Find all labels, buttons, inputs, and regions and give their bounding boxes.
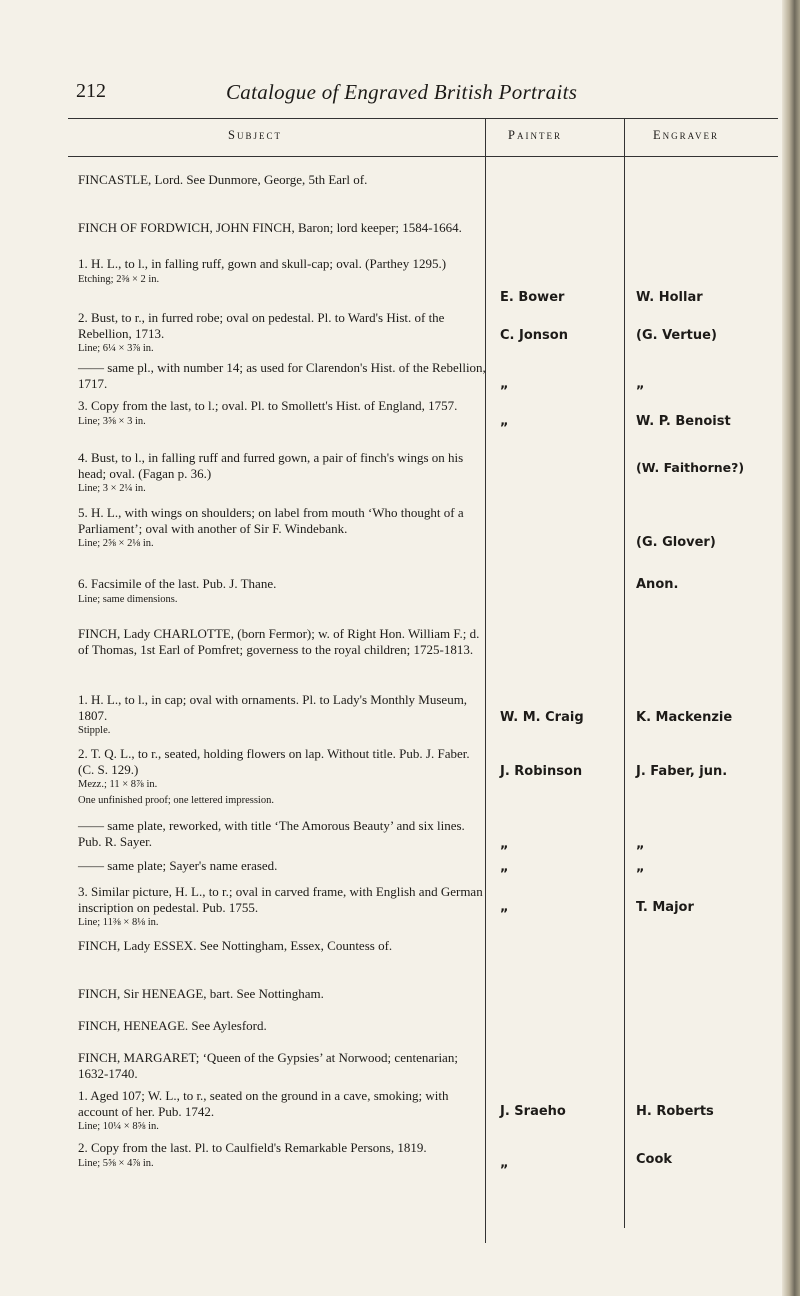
entry-note: Line; 11⅜ × 8⅛ in. bbox=[78, 917, 159, 928]
painter-ff1: E. Bower bbox=[500, 290, 565, 305]
entry-ff2 bbox=[78, 310, 488, 357]
painter-fm1: J. Sraeho bbox=[500, 1104, 566, 1119]
painter-ff2: C. Jonson bbox=[500, 328, 568, 343]
engraver-fc1: K. Mackenzie bbox=[636, 710, 733, 725]
entry-ff5 bbox=[78, 505, 488, 552]
entry-text: 2. Bust, to r., in furred robe; oval on pedestal. Pl. to Ward's Hist. of the Rebellion, 1713. bbox=[78, 310, 445, 341]
entry-fm1 bbox=[78, 1088, 488, 1135]
entry-text: FINCH, Lady ESSEX. See Nottingham, Essex, Countess of. bbox=[78, 938, 393, 953]
page-number: 212 bbox=[76, 80, 106, 102]
entry-note: Line; 3⅝ × 3 in. bbox=[78, 415, 146, 427]
entry-text: 1. H. L., to l., in falling ruff, gown and skull-cap; oval. (Parthey 1295.) bbox=[78, 256, 447, 271]
engraver-ff3: W. P. Benoist bbox=[636, 414, 731, 429]
running-title: Catalogue of Engraved British Portraits bbox=[226, 80, 578, 104]
painter-fm2: „ bbox=[500, 1156, 509, 1171]
entry-note: Line; 2⅝ × 2⅛ in. bbox=[78, 538, 154, 549]
entry-note: Line; 10¼ × 8⅝ in. bbox=[78, 1121, 159, 1132]
engraver-ff6: Anon. bbox=[636, 577, 679, 592]
entry-text: 5. H. L., with wings on shoulders; on label from mouth ‘Who thought of a Parliament’; oval with another of Sir F. Windebank. bbox=[78, 505, 464, 536]
engraver-ff2: (G. Vertue) bbox=[636, 328, 717, 343]
entry-text: FINCH, Lady CHARLOTTE, (born Fermor); w. of Right Hon. William F.; d. of Thomas, 1st Earl of Pomfret; governess to the royal children; 1725-1813. bbox=[78, 626, 480, 657]
entry-ff6 bbox=[78, 576, 488, 607]
entry-finch-heneage-sir bbox=[78, 986, 488, 1002]
engraver-ff5: (G. Glover) bbox=[636, 535, 716, 550]
painter-ff3: „ bbox=[500, 414, 509, 429]
entry-text: FINCASTLE, Lord. See Dunmore, George, 5th Earl of. bbox=[78, 172, 368, 187]
page-header bbox=[0, 80, 800, 116]
table-head-rule bbox=[68, 156, 778, 157]
painter-fc1: W. M. Craig bbox=[500, 710, 584, 725]
entry-note-2: One unfinished proof; one lettered impression. bbox=[78, 794, 274, 806]
entry-note: Line; same dimensions. bbox=[78, 593, 178, 605]
painter-fc2b: „ bbox=[500, 837, 509, 852]
entry-finch-essex bbox=[78, 938, 488, 954]
entry-note: Etching; 2⅜ × 2 in. bbox=[78, 273, 160, 285]
painter-fc2c: „ bbox=[500, 860, 509, 875]
engraver-fc2: J. Faber, jun. bbox=[636, 764, 728, 779]
entry-text: 1. H. L., to l., in cap; oval with ornaments. Pl. to Lady's Monthly Museum, 1807. bbox=[78, 692, 468, 723]
engraver-fc3: T. Major bbox=[636, 900, 694, 915]
entry-text: 2. T. Q. L., to r., seated, holding flowers on lap. Without title. Pub. J. Faber. (C. S. 129.) bbox=[78, 746, 470, 777]
painter-fc2: J. Robinson bbox=[500, 764, 583, 779]
painter-fc3: „ bbox=[500, 900, 509, 915]
engraver-fc2b: „ bbox=[636, 837, 645, 852]
entry-text: 1. Aged 107; W. L., to r., seated on the ground in a cave, smoking; with account of her. Pub. 1742. bbox=[78, 1088, 449, 1119]
entry-text: 3. Copy from the last, to l.; oval. Pl. to Smollett's Hist. of England, 1757. bbox=[78, 398, 458, 413]
entry-finch-heneage bbox=[78, 1018, 488, 1034]
column-header-subject: Subject bbox=[228, 128, 282, 142]
entry-text: 4. Bust, to l., in falling ruff and furred gown, a pair of finch's wings on his head; oval. (Fagan p. 36.) bbox=[78, 450, 464, 481]
entry-note: Line; 6¼ × 3⅞ in. bbox=[78, 343, 154, 354]
entry-finch-margaret bbox=[78, 1050, 488, 1081]
entry-fc2b bbox=[78, 818, 488, 849]
entry-text: 3. Similar picture, H. L., to r.; oval in carved frame, with English and German inscription on pedestal. Pub. 1755. bbox=[78, 884, 483, 915]
entry-ff2b bbox=[78, 360, 488, 391]
entry-text: —— same plate, reworked, with title ‘The Amorous Beauty’ and six lines. Pub. R. Sayer. bbox=[78, 818, 465, 849]
entry-fc1 bbox=[78, 692, 488, 739]
entry-fc2c bbox=[78, 858, 488, 874]
entry-text: FINCH OF FORDWICH, JOHN FINCH, Baron; lord keeper; 1584-1664. bbox=[78, 220, 462, 235]
entry-text: FINCH, Sir HENEAGE, bart. See Nottingham. bbox=[78, 986, 324, 1001]
engraver-fm2: Cook bbox=[636, 1152, 673, 1167]
entry-note: Line; 5⅝ × 4⅞ in. bbox=[78, 1157, 154, 1169]
engraver-fm1: H. Roberts bbox=[636, 1104, 714, 1119]
entry-ff1 bbox=[78, 256, 488, 287]
entry-finch-fordwich bbox=[78, 220, 488, 236]
engraver-ff1: W. Hollar bbox=[636, 290, 703, 305]
entry-text: —— same pl., with number 14; as used for Clarendon's Hist. of the Rebellion, 1717. bbox=[78, 360, 486, 391]
entry-ff3 bbox=[78, 398, 488, 429]
page-edge-shadow bbox=[782, 0, 800, 1296]
entry-note: Mezz.; 11 × 8⅞ in. bbox=[78, 779, 158, 790]
entry-note: Stipple. bbox=[78, 725, 111, 736]
column-header-painter: Painter bbox=[508, 128, 562, 142]
entry-ff4 bbox=[78, 450, 488, 497]
engraver-ff2b: „ bbox=[636, 377, 645, 392]
entry-text: —— same plate; Sayer's name erased. bbox=[78, 858, 278, 873]
painter-ff2b: „ bbox=[500, 377, 509, 392]
column-header-engraver: Engraver bbox=[653, 128, 719, 142]
entry-text: 2. Copy from the last. Pl. to Caulfield's Remarkable Persons, 1819. bbox=[78, 1140, 427, 1155]
table-top-rule bbox=[68, 118, 778, 119]
column-divider-2 bbox=[624, 118, 625, 1228]
entry-text: 6. Facsimile of the last. Pub. J. Thane. bbox=[78, 576, 277, 591]
engraver-ff4: (W. Faithorne?) bbox=[636, 460, 745, 475]
entry-text: FINCH, MARGARET; ‘Queen of the Gypsies’ at Norwood; centenarian; 1632-1740. bbox=[78, 1050, 458, 1081]
entry-finch-charlotte bbox=[78, 626, 488, 657]
entry-fc3 bbox=[78, 884, 488, 931]
entry-fm2 bbox=[78, 1140, 488, 1171]
entry-fc2 bbox=[78, 746, 488, 808]
entry-fincastle bbox=[78, 172, 488, 188]
entry-note: Line; 3 × 2¼ in. bbox=[78, 483, 146, 494]
engraver-fc2c: „ bbox=[636, 860, 645, 875]
entry-text: FINCH, HENEAGE. See Aylesford. bbox=[78, 1018, 267, 1033]
